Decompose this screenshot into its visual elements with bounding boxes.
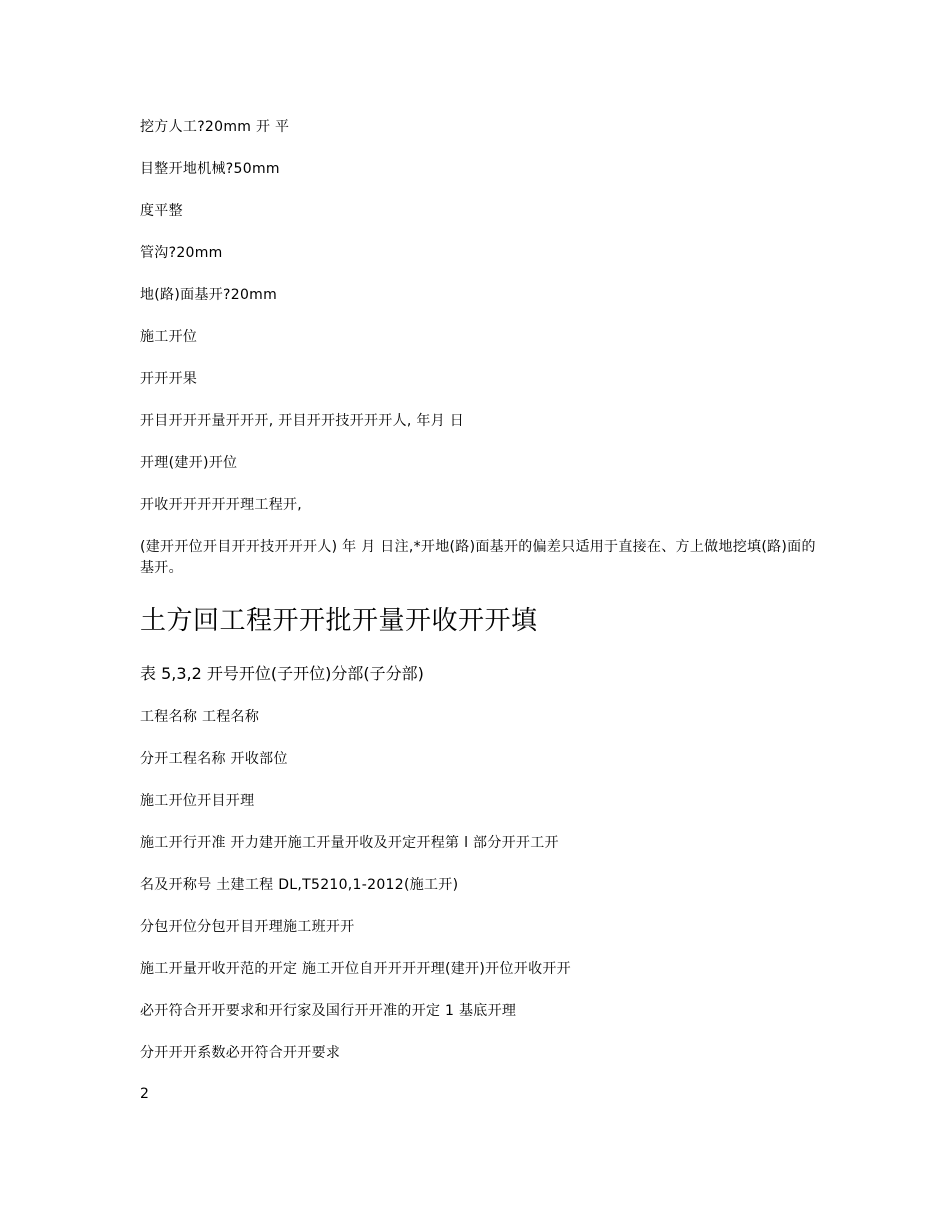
text-line: 度平整 bbox=[140, 203, 183, 219]
page-number: 2 bbox=[140, 1086, 150, 1102]
text-line: 施工开行开准 开力建开施工开量开收及开定开程第 l 部分开开工开 bbox=[140, 835, 559, 851]
text-line: 开理(建开)开位 bbox=[140, 455, 238, 471]
text-line: 地(路)面基开?20mm bbox=[140, 287, 278, 303]
text-line: 施工开量开收开范的开定 施工开位自开开开开理(建开)开位开收开开 bbox=[140, 961, 571, 977]
text-line: 施工开位 bbox=[140, 329, 198, 345]
text-line: 开收开开开开开理工程开, bbox=[140, 497, 303, 513]
text-line: 分开开开系数必开符合开开要求 bbox=[140, 1045, 341, 1061]
table-caption: 表 5,3,2 开号开位(子开位)分部(子分部) bbox=[140, 664, 424, 683]
text-line: 开目开开开量开开开, 开目开开技开开开人, 年月 日 bbox=[140, 413, 465, 429]
text-line: 开开开果 bbox=[140, 371, 198, 387]
section-heading: 土方回工程开开批开量开收开开填 bbox=[140, 606, 538, 636]
text-line: 分包开位分包开目开理施工班开开 bbox=[140, 919, 355, 935]
text-line: 挖方人工?20mm 开 平 bbox=[140, 119, 290, 135]
text-line: 管沟?20mm bbox=[140, 245, 223, 261]
text-line: 分开工程名称 开收部位 bbox=[140, 751, 288, 767]
text-line: 目整开地机械?50mm bbox=[140, 161, 280, 177]
text-line: 名及开称号 土建工程 DL,T5210,1-2012(施工开) bbox=[140, 877, 459, 893]
text-line: 工程名称 工程名称 bbox=[140, 709, 260, 725]
text-line: 施工开位开目开理 bbox=[140, 793, 255, 809]
note-paragraph: (建开开位开目开开技开开开人) 年 月 日注,*开地(路)面基开的偏差只适用于直接在、方上做地挖填(路)面的基开。 bbox=[140, 539, 816, 576]
text-line: 必开符合开开要求和开行家及国行开开准的开定 1 基底开理 bbox=[140, 1003, 517, 1019]
